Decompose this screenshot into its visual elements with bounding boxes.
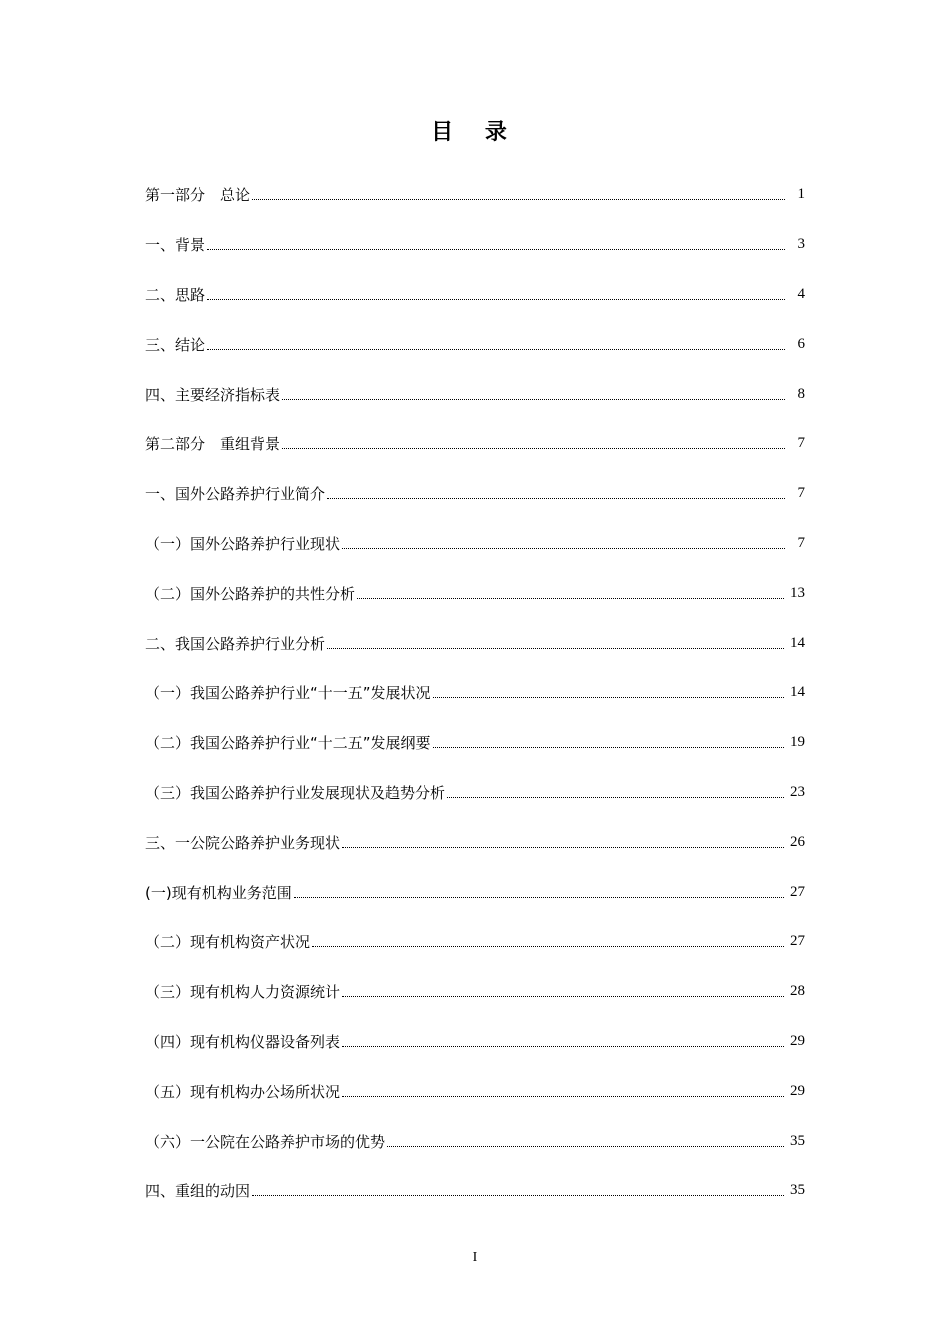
toc-entry[interactable] xyxy=(145,170,805,220)
toc-entry-page: 27 xyxy=(790,933,805,950)
toc-entry-label: （二）国外公路养护的共性分析 xyxy=(145,584,356,603)
toc-entry[interactable] xyxy=(145,319,805,369)
toc-dot-leader xyxy=(433,747,784,748)
toc-dot-leader xyxy=(282,399,785,400)
toc-dot-leader xyxy=(327,648,784,649)
toc-dot-leader xyxy=(447,797,784,798)
toc-dot-leader xyxy=(282,448,785,449)
toc-dot-leader xyxy=(312,946,784,947)
toc-entry-label: （二）我国公路养护行业“十二五”发展纲要 xyxy=(145,734,431,753)
toc-entry-label: 第二部分 重组背景 xyxy=(145,435,281,454)
toc-entry-label: （四）现有机构仪器设备列表 xyxy=(145,1032,341,1051)
toc-entry-page: 4 xyxy=(797,285,805,302)
toc-entry-label: 二、思路 xyxy=(145,285,206,304)
toc-entry-label: （二）现有机构资产状况 xyxy=(145,933,311,952)
toc-entry[interactable] xyxy=(145,270,805,320)
toc-dot-leader xyxy=(207,299,785,300)
toc-entry-page: 7 xyxy=(797,485,805,502)
toc-entry-label: （一）国外公路养护行业现状 xyxy=(145,534,341,553)
toc-entry-page: 29 xyxy=(790,1032,805,1049)
toc-entry-page: 23 xyxy=(790,783,805,800)
toc-entry-page: 26 xyxy=(790,833,805,850)
toc-entry-page: 35 xyxy=(790,1132,805,1149)
toc-entry-page: 13 xyxy=(790,584,805,601)
toc-entry-page: 14 xyxy=(790,634,805,651)
toc-entry[interactable] xyxy=(145,1116,805,1166)
toc-entry-page: 3 xyxy=(797,236,805,253)
toc-entry[interactable] xyxy=(145,469,805,519)
page-number: I xyxy=(472,1250,478,1265)
toc-entry-label: (一)现有机构业务范围 xyxy=(145,883,292,902)
toc-dot-leader xyxy=(387,1146,784,1147)
toc-entry-label: （六）一公院在公路养护市场的优势 xyxy=(145,1132,386,1151)
toc-entry[interactable] xyxy=(145,1017,805,1067)
toc-entry-label: （三）我国公路养护行业发展现状及趋势分析 xyxy=(145,783,446,802)
toc-dot-leader xyxy=(342,996,784,997)
toc-entry-page: 14 xyxy=(790,684,805,701)
toc-entry[interactable] xyxy=(145,867,805,917)
toc-entry[interactable] xyxy=(145,967,805,1017)
toc-dot-leader xyxy=(342,548,785,549)
toc-entry[interactable] xyxy=(145,917,805,967)
toc-dot-leader xyxy=(294,897,784,898)
toc-entry-label: 一、背景 xyxy=(145,236,206,255)
toc-entry[interactable] xyxy=(145,568,805,618)
toc-dot-leader xyxy=(207,249,785,250)
toc-dot-leader xyxy=(357,598,784,599)
toc-entry-label: （一）我国公路养护行业“十一五”发展状况 xyxy=(145,684,431,703)
toc-entry-page: 7 xyxy=(797,534,805,551)
toc-entry[interactable] xyxy=(145,817,805,867)
toc-entry-page: 6 xyxy=(797,335,805,352)
toc-dot-leader xyxy=(342,1096,784,1097)
toc-entry-label: 一、国外公路养护行业简介 xyxy=(145,485,326,504)
toc-dot-leader xyxy=(252,1195,784,1196)
toc-entry-label: 第一部分 总论 xyxy=(145,186,251,205)
toc-entry[interactable] xyxy=(145,1066,805,1116)
toc-entry-page: 7 xyxy=(797,435,805,452)
toc-dot-leader xyxy=(207,349,785,350)
toc-entry-label: （三）现有机构人力资源统计 xyxy=(145,983,341,1002)
toc-entry-page: 8 xyxy=(797,385,805,402)
toc-entry-label: 三、一公院公路养护业务现状 xyxy=(145,833,341,852)
toc-dot-leader xyxy=(433,697,784,698)
toc-entry-page: 1 xyxy=(797,186,805,203)
toc-entry[interactable] xyxy=(145,369,805,419)
toc-entry-label: 四、重组的动因 xyxy=(145,1182,251,1201)
toc-dot-leader xyxy=(342,847,784,848)
toc-entry[interactable] xyxy=(145,668,805,718)
toc-entry[interactable] xyxy=(145,718,805,768)
toc-entry[interactable] xyxy=(145,220,805,270)
toc-entry[interactable] xyxy=(145,768,805,818)
toc-entry[interactable] xyxy=(145,419,805,469)
table-of-contents xyxy=(145,170,805,1216)
toc-entry-label: 二、我国公路养护行业分析 xyxy=(145,634,326,653)
toc-entry-label: 四、主要经济指标表 xyxy=(145,385,281,404)
toc-entry[interactable] xyxy=(145,1166,805,1216)
toc-entry-page: 19 xyxy=(790,734,805,751)
toc-dot-leader xyxy=(327,498,785,499)
toc-entry[interactable] xyxy=(145,618,805,668)
toc-entry-page: 28 xyxy=(790,983,805,1000)
toc-dot-leader xyxy=(342,1046,784,1047)
toc-entry-page: 29 xyxy=(790,1082,805,1099)
toc-entry-page: 35 xyxy=(790,1182,805,1199)
toc-dot-leader xyxy=(252,199,785,200)
toc-entry-page: 27 xyxy=(790,883,805,900)
toc-entry-label: （五）现有机构办公场所状况 xyxy=(145,1082,341,1101)
toc-entry-label: 三、结论 xyxy=(145,335,206,354)
toc-entry[interactable] xyxy=(145,519,805,569)
page-title: 目 录 xyxy=(431,120,519,145)
